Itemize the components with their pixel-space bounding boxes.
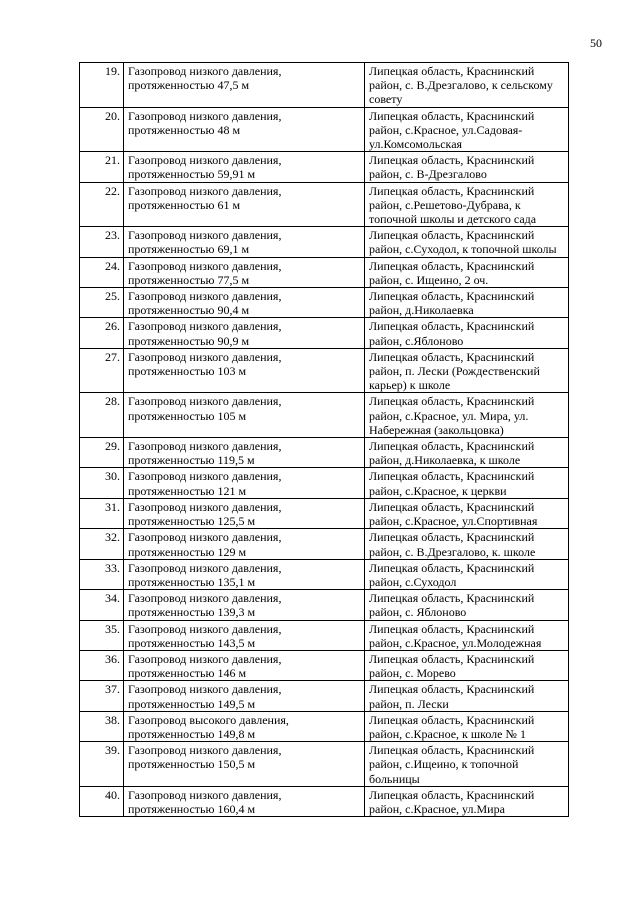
address-cell: Липецкая область, Краснинский район, с.Красное, ул.Молодежная: [365, 620, 569, 650]
object-name-cell: Газопровод низкого давления, протяженностью 90,4 м: [124, 288, 365, 318]
row-number: 29.: [80, 438, 124, 468]
row-number: 19.: [80, 63, 124, 108]
object-name-cell: Газопровод низкого давления, протяженностью 59,91 м: [124, 152, 365, 182]
table-row: [80, 468, 569, 498]
address-cell: Липецкая область, Краснинский район, с.Решетово-Дубрава, к топочной школы и детского сада: [365, 182, 569, 227]
page-number: 50: [590, 36, 602, 50]
address-cell: Липецкая область, Краснинский район, п. Лески: [365, 681, 569, 711]
address-cell: Липецкая область, Краснинский район, с.Ищеино, к топочной больницы: [365, 742, 569, 787]
address-cell: Липецкая область, Краснинский район, с. В.Дрезгалово, к. школе: [365, 529, 569, 559]
table-row: [80, 438, 569, 468]
object-name-cell: Газопровод низкого давления, протяженностью 77,5 м: [124, 257, 365, 287]
row-number: 28.: [80, 393, 124, 438]
address-cell: Липецкая область, Краснинский район, с.Суходол, к топочной школы: [365, 227, 569, 257]
table-row: [80, 711, 569, 741]
object-name-cell: Газопровод низкого давления, протяженностью 143,5 м: [124, 620, 365, 650]
table-row: [80, 288, 569, 318]
table-row: [80, 63, 569, 108]
row-number: 39.: [80, 742, 124, 787]
row-number: 20.: [80, 107, 124, 152]
row-number: 25.: [80, 288, 124, 318]
table-row: [80, 107, 569, 152]
table-row: [80, 318, 569, 348]
row-number: 22.: [80, 182, 124, 227]
address-cell: Липецкая область, Краснинский район, д.Николаевка, к школе: [365, 438, 569, 468]
object-name-cell: Газопровод низкого давления, протяженностью 69,1 м: [124, 227, 365, 257]
table-body: [80, 63, 569, 817]
object-name-cell: Газопровод низкого давления, протяженностью 129 м: [124, 529, 365, 559]
address-cell: Липецкая область, Краснинский район, с.Суходол: [365, 559, 569, 589]
address-cell: Липецкая область, Краснинский район, с.Красное, к школе № 1: [365, 711, 569, 741]
table-row: [80, 786, 569, 816]
table-row: [80, 498, 569, 528]
row-number: 24.: [80, 257, 124, 287]
object-name-cell: Газопровод низкого давления, протяженностью 160,4 м: [124, 786, 365, 816]
table-row: [80, 227, 569, 257]
table-row: [80, 742, 569, 787]
object-name-cell: Газопровод низкого давления, протяженностью 125,5 м: [124, 498, 365, 528]
table-row: [80, 620, 569, 650]
row-number: 32.: [80, 529, 124, 559]
object-name-cell: Газопровод низкого давления, протяженностью 61 м: [124, 182, 365, 227]
table-row: [80, 152, 569, 182]
object-name-cell: Газопровод низкого давления, протяженностью 90,9 м: [124, 318, 365, 348]
object-name-cell: Газопровод низкого давления, протяженностью 149,5 м: [124, 681, 365, 711]
row-number: 30.: [80, 468, 124, 498]
object-name-cell: Газопровод низкого давления, протяженностью 135,1 м: [124, 559, 365, 589]
object-name-cell: Газопровод низкого давления, протяженностью 146 м: [124, 650, 365, 680]
table-row: [80, 529, 569, 559]
table-row: [80, 348, 569, 393]
row-number: 36.: [80, 650, 124, 680]
object-name-cell: Газопровод низкого давления, протяженностью 105 м: [124, 393, 365, 438]
row-number: 31.: [80, 498, 124, 528]
table-row: [80, 393, 569, 438]
row-number: 23.: [80, 227, 124, 257]
row-number: 26.: [80, 318, 124, 348]
row-number: 21.: [80, 152, 124, 182]
row-number: 40.: [80, 786, 124, 816]
address-cell: Липецкая область, Краснинский район, с. Ищеино, 2 оч.: [365, 257, 569, 287]
object-name-cell: Газопровод высокого давления, протяженностью 149,8 м: [124, 711, 365, 741]
object-name-cell: Газопровод низкого давления, протяженностью 47,5 м: [124, 63, 365, 108]
row-number: 37.: [80, 681, 124, 711]
row-number: 38.: [80, 711, 124, 741]
address-cell: Липецкая область, Краснинский район, с.Красное, ул. Мира, ул. Набережная (закольцовка): [365, 393, 569, 438]
table-row: [80, 681, 569, 711]
address-cell: Липецкая область, Краснинский район, с. Морево: [365, 650, 569, 680]
table-row: [80, 650, 569, 680]
address-cell: Липецкая область, Краснинский район, с.Красное, к церкви: [365, 468, 569, 498]
object-name-cell: Газопровод низкого давления, протяженностью 139,3 м: [124, 590, 365, 620]
address-cell: Липецкая область, Краснинский район, с. Яблоново: [365, 590, 569, 620]
address-cell: Липецкая область, Краснинский район, с.Красное, ул.Спортивная: [365, 498, 569, 528]
table-row: [80, 257, 569, 287]
address-cell: Липецкая область, Краснинский район, с.Яблоново: [365, 318, 569, 348]
address-cell: Липецкая область, Краснинский район, д.Николаевка: [365, 288, 569, 318]
object-name-cell: Газопровод низкого давления, протяженностью 121 м: [124, 468, 365, 498]
object-name-cell: Газопровод низкого давления, протяженностью 119,5 м: [124, 438, 365, 468]
object-name-cell: Газопровод низкого давления, протяженностью 103 м: [124, 348, 365, 393]
gas-pipeline-registry-table: [79, 62, 569, 817]
address-cell: Липецкая область, Краснинский район, с. В.Дрезгалово, к сельскому совету: [365, 63, 569, 108]
address-cell: Липецкая область, Краснинский район, п. Лески (Рождественский карьер) к школе: [365, 348, 569, 393]
row-number: 33.: [80, 559, 124, 589]
object-name-cell: Газопровод низкого давления, протяженностью 150,5 м: [124, 742, 365, 787]
address-cell: Липецкая область, Краснинский район, с.Красное, ул.Мира: [365, 786, 569, 816]
table-row: [80, 559, 569, 589]
address-cell: Липецкая область, Краснинский район, с.Красное, ул.Садовая-ул.Комсомольская: [365, 107, 569, 152]
table-row: [80, 590, 569, 620]
row-number: 35.: [80, 620, 124, 650]
table-row: [80, 182, 569, 227]
object-name-cell: Газопровод низкого давления, протяженностью 48 м: [124, 107, 365, 152]
row-number: 27.: [80, 348, 124, 393]
address-cell: Липецкая область, Краснинский район, с. В-Дрезгалово: [365, 152, 569, 182]
row-number: 34.: [80, 590, 124, 620]
